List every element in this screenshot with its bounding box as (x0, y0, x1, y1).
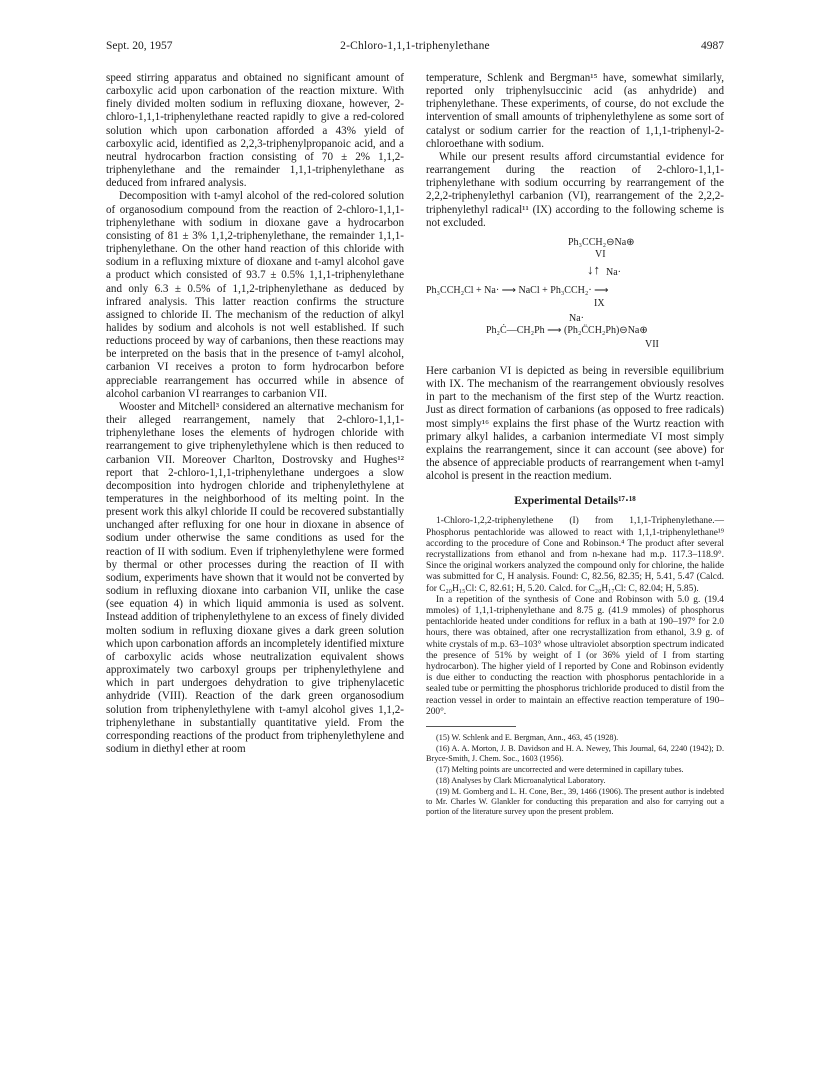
right-paragraph-1: temperature, Schlenk and Bergman¹⁵ have, somewhat similarly, reported only triphenylsuccinic acid (as anhydride) and triphenylethane. These experiments, of course, do not exclude the intervention of small amounts of triphenylethylene as some sort of catalyst or sodium carrier for the reaction of 1,1,1-triphenyl-2-chloroethane with sodium. (426, 72, 724, 150)
right-column (426, 72, 724, 818)
header-title: 2-Chloro-1,1,1-triphenylethane (340, 40, 490, 52)
right-paragraph-2: While our present results afford circumstantial evidence for rearrangement during the reaction of 2-chloro-1,1,1-triphenylethane with sodium occurring by rearrangement of the 2,2,2-triphenylethyl carbanion (VI), rearrangement of the 2,2,2-triphenylethyl radical¹¹ (IX) according to the following scheme is not excluded. (426, 150, 724, 229)
header-page-number: 4987 (701, 40, 724, 52)
scheme-line-2: Ph₃CCH₂Cl + Na· ⟶ NaCl + Ph₃CCH₂· ⟶ (426, 284, 609, 296)
footnotes (426, 733, 724, 817)
scheme-na-top: Na· (606, 266, 621, 278)
experimental-paragraph-1: 1-Chloro-1,2,2-triphenylethene (I) from 1,1,1-Triphenylethane.—Phosphorus pentachloride was allowed to react with 1,1,1-triphenylethane¹⁹ according to the procedure of Cone and Robinson.⁴ The product after several recrystallizations from ethanol and from n-hexane had m.p. 117.3–118.9°. Since the original workers analyzed the compound only for chlorine, the halide was submitted for C, H analysis. Found: C, 82.56, 82.35; H, 5.41, 5.47 (Calcd. for C₂₀H₁₅Cl: C, 82.61; H, 5.20. Calcd. for C₂₀H₁₇Cl: C, 82.04; H, 5.85). (426, 516, 724, 594)
equilibrium-arrows-icon: ↓↑ (587, 261, 600, 277)
footnote-18: (18) Analyses by Clark Microanalytical Laboratory. (436, 776, 606, 786)
left-paragraph-3: Wooster and Mitchell³ considered an alternative mechanism for their alleged rearrangement, namely that 2-chloro-1,1,1-triphenylethane loses the elements of hydrogen chloride with rearrangement to give triphenylethylene which is then reduced to carbanion VII. Moreover Charlton, Dostrovsky and Hughes¹² report that 2-chloro-1,1,1-triphenylethane undergoes a slow decomposition into hydrogen chloride and triphenylethylene at temperatures in the neighborhood of its melting point. In the present work this alkyl chloride II could be recovered substantially unchanged after refluxing for one hour in dioxane in absence of sodium under otherwise the same conditions as used for the reaction of II with sodium. Even if triphenylethylene were formed by thermal or other processes during the reaction of II with sodium, experiments have shown that it would not be converted by sodium in refluxing dioxane into carbanion VII, unlike the case (see equation 4) in which liquid ammonia is used as solvent. Instead addition of triphenylethylene to an excess of finely divided molten sodium in refluxing dioxane gives a dark green solution which upon carbonation affords an incompletely identified mixture of carboxylic acids whose neutralization equivalent shows approximately two carboxyl groups per triphenylethylene and which in part undergoes dehydration to give triphenylacetic anhydride (VIII). Reaction of the dark green organosodium solution from triphenylethylene with t-amyl alcohol gives 1,1,2-triphenylethane in substantially quantitative yield. From the corresponding reactions of the product from triphenylethylene and sodium in diethyl ether at room (106, 400, 404, 755)
right-paragraph-3: Here carbanion VI is depicted as being in reversible equilibrium with IX. The mechanism of the rearrangement obviously resolves in part to the mechanism of the first step of the Wurtz reaction. Just as direct formation of carbanions (as opposed to free radicals) most simply¹⁶ explains the first phase of the Wurtz reaction with primary alkyl halides, a carbanion intermediate VI most simply explains the rearrangement, since it can account (see above) for the absence of appreciable products of rearrangement when t-amyl alcohol is present in the reaction medium. (426, 364, 724, 483)
left-paragraph-2: Decomposition with t-amyl alcohol of the red-colored solution of organosodium compound from the reaction of 2-chloro-1,1,1-triphenylethane with sodium in dioxane gave a hydrocarbon consisting of 81 ± 3% 1,1,2-triphenylethane, the remainder 1,1,1-triphenylethane. On the other hand reaction of this chloride with sodium in a refluxing mixture of dioxane and t-amyl alcohol gave a product which consisted of 93.7 ± 0.5% 1,1,1-triphenylethane and only 6.3 ± 0.5% of 1,1,2-triphenylethane as deduced by infrared analysis. This latter reaction confirms the structure assigned to chloride II. The mechanism of the reduction of alkyl halides by sodium and alcohols is not well established. If such reductions proceed by way of carbanions, then these reactions may be interpreted on the basis that in the presence of t-amyl alcohol, carbanion VI receives a proton to form hydrocarbon before appreciable rearrangement has occurred while in absence of alcohol carbanion VI rearranges to carbanion VII. (106, 190, 404, 400)
header-date: Sept. 20, 1957 (106, 40, 173, 52)
scheme-vi-label: VI (595, 248, 606, 260)
scheme-na-mid: Na· (569, 312, 584, 324)
scheme-line-3: Ph₂Ċ—CH₂Ph ⟶ (Ph₂C̈CH₂Ph)⊖Na⊕ (486, 324, 648, 336)
experimental-paragraph-2: In a repetition of the synthesis of Cone and Robinson with 5.0 g. (19.4 mmoles) of 1,1,1-triphenylethane and 8.75 g. (41.9 mmoles) of phosphorus pentachloride heated under conditions for reflux in a bath at 190–197° for 2.0 hours, there was obtained, after one recrystallization from ethanol, 3.9 g. of white crystals of m.p. 63–103° whose ultraviolet absorption spectrum indicated the presence of 51% by weight of I (or 36% yield of I from starting hydrocarbon). The higher yield of I reported by Cone and Robinson evidently is due either to conducting the reaction with phosphorus pentachloride in a sealed tube or permitting the phosphorus trichloride produced to distil from the reaction vessel in order to maintain an effective reaction temperature of 190–200°. (426, 594, 724, 717)
scheme-vi-formula: Ph₃CCH₂⊖Na⊕ (568, 236, 635, 248)
footnote-divider (426, 726, 516, 727)
reaction-scheme (426, 234, 724, 359)
footnote-16: (16) A. A. Morton, J. B. Davidson and H. A. Newey, This Journal, 64, 2240 (1942); D. Bryce-Smith, J. Chem. Soc., 1603 (1956). (426, 744, 724, 764)
experimental-section-title: Experimental Details¹⁷·¹⁸ (514, 495, 636, 508)
scheme-vii-label: VII (645, 338, 659, 350)
running-header (106, 40, 724, 56)
scheme-ix-label: IX (594, 297, 605, 309)
footnote-15: (15) W. Schlenk and E. Bergman, Ann., 463, 45 (1928). (436, 733, 619, 743)
left-column (106, 72, 404, 756)
experimental-body (426, 516, 724, 718)
footnote-19: (19) M. Gomberg and L. H. Cone, Ber., 39, 1466 (1906). The present author is indebted to Mr. Charles W. Glankler for conducting this preparation and also for carrying out a portion of the literature survey upon the present problem. (426, 787, 724, 817)
footnote-17: (17) Melting points are uncorrected and were determined in capillary tubes. (436, 765, 684, 775)
left-paragraph-1: speed stirring apparatus and obtained no significant amount of carboxylic acid upon carbonation of the reaction mixture. With finely divided molten sodium in refluxing dioxane, however, 2-chloro-1,1,1-triphenylethane reacted rapidly to give a red-colored solution which upon carbonation afforded a 43% yield of carboxylic acid, identified as 2,2,3-triphenylpropanoic acid, and a neutral hydrocarbon fraction consisting of 70 ± 2% 1,1,2-triphenylethane and the remainder 1,1,1-triphenylethane as deduced from infrared analysis. (106, 72, 404, 190)
